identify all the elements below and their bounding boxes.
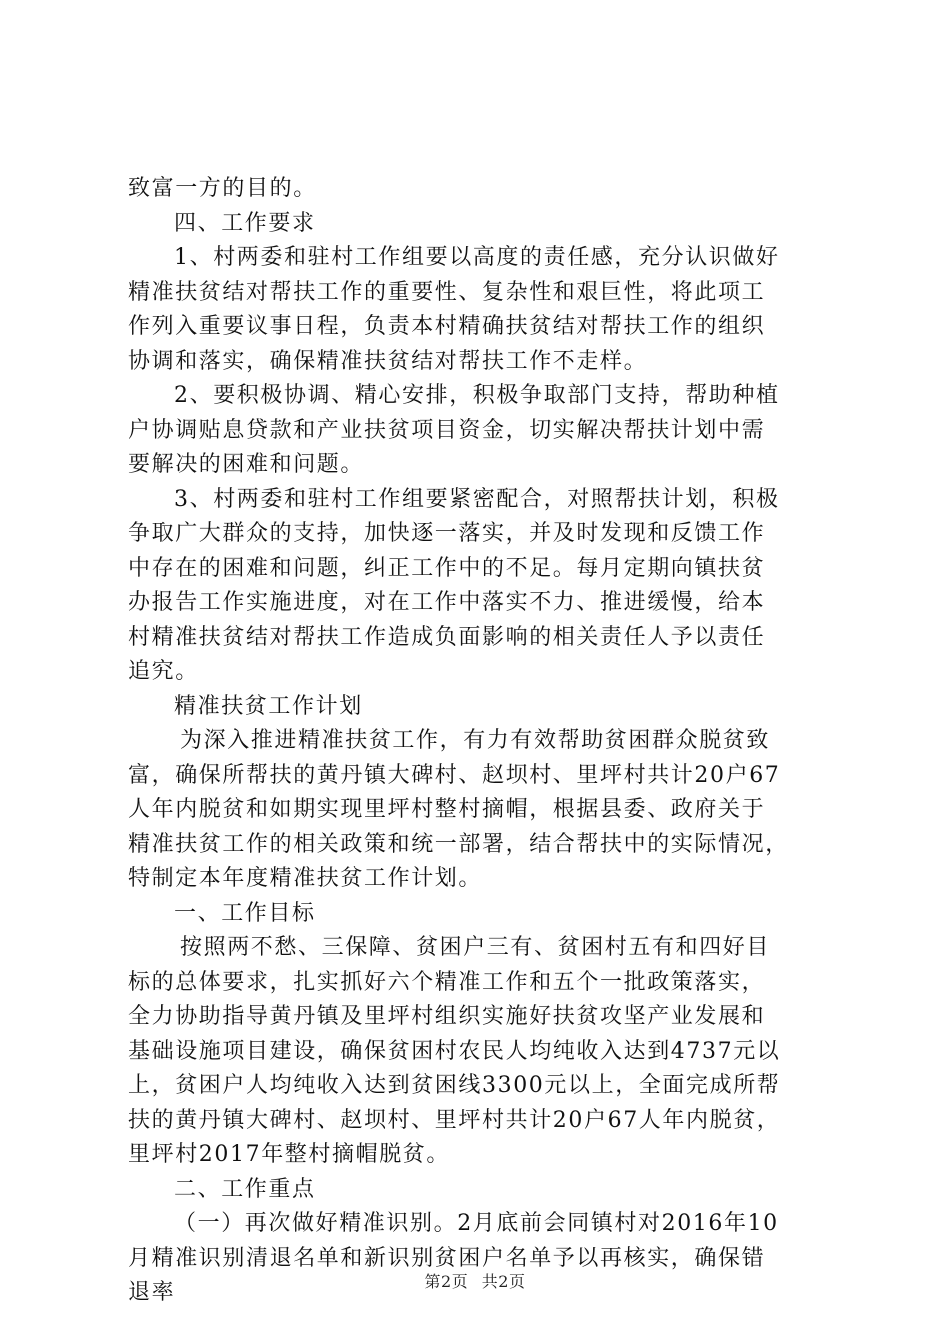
text-line: 月精准识别清退名单和新识别贫困户名单予以再核实，确保错 <box>128 1245 766 1271</box>
text-line: 特制定本年度精准扶贫工作计划。 <box>128 866 483 891</box>
text-line: 2、要积极协调、精心安排，积极争取部门支持，帮助种植 <box>174 383 780 408</box>
section-heading: 二、工作重点 <box>174 1176 316 1202</box>
text-line: 户协调贴息贷款和产业扶贫项目资金，切实解决帮扶计划中需 <box>128 417 766 443</box>
text-line: 协调和落实，确保精准扶贫结对帮扶工作不走样。 <box>128 348 648 374</box>
text-line: 3、村两委和驻村工作组要紧密配合，对照帮扶计划，积极 <box>174 486 780 512</box>
page-footer <box>0 1269 950 1292</box>
document-body <box>128 172 828 1311</box>
text-line: 里坪村2017年整村摘帽脱贫。 <box>128 1142 450 1167</box>
text-line: 办报告工作实施进度，对在工作中落实不力、推进缓慢，给本 <box>128 590 766 615</box>
text-line: 扶的黄丹镇大碑村、赵坝村、里坪村共计20户67人年内脱贫， <box>128 1107 781 1133</box>
text-line: 精准扶贫工作的相关政策和统一部署，结合帮扶中的实际情况， <box>128 831 789 857</box>
section-heading: 四、工作要求 <box>174 210 316 236</box>
text-line: 中存在的困难和问题，纠正工作中的不足。每月定期向镇扶贫 <box>128 555 766 581</box>
text-line: 人年内脱贫和如期实现里坪村整村摘帽，根据县委、政府关于 <box>128 797 766 822</box>
document-title: 精准扶贫工作计划 <box>174 693 363 719</box>
text-line: 致富一方的目的。 <box>128 176 317 201</box>
text-line: 追究。 <box>128 659 199 684</box>
text-line: 为深入推进精准扶贫工作，有力有效帮助贫困群众脱贫致 <box>180 728 771 753</box>
text-line: 争取广大群众的支持，加快逐一落实，并及时发现和反馈工作 <box>128 521 766 546</box>
text-line: 富，确保所帮扶的黄丹镇大碑村、赵坝村、里坪村共计20户67 <box>128 762 781 788</box>
text-line: 作列入重要议事日程，负责本村精确扶贫结对帮扶工作的组织 <box>128 314 766 339</box>
text-line: 上，贫困户人均纯收入达到贫困线3300元以上，全面完成所帮 <box>128 1073 781 1098</box>
text-line: 按照两不愁、三保障、贫困户三有、贫困村五有和四好目 <box>180 935 771 960</box>
text-line: 退率 <box>128 1280 176 1305</box>
section-heading: 一、工作目标 <box>174 900 316 926</box>
text-line: 村精准扶贫结对帮扶工作造成负面影响的相关责任人予以责任 <box>128 624 766 650</box>
page-number: 第2页 <box>424 1272 469 1291</box>
text-line: 全力协助指导黄丹镇及里坪村组织实施好扶贫攻坚产业发展和 <box>128 1004 766 1029</box>
text-line: （一）再次做好精准识别。2月底前会同镇村对2016年10 <box>174 1211 779 1236</box>
text-line: 精准扶贫结对帮扶工作的重要性、复杂性和艰巨性，将此项工 <box>128 279 766 305</box>
text-line: 1、村两委和驻村工作组要以高度的责任感，充分认识做好 <box>174 245 780 270</box>
text-line: 标的总体要求，扎实抓好六个精准工作和五个一批政策落实， <box>128 969 766 995</box>
page-total: 共2页 <box>481 1272 526 1291</box>
text-line: 要解决的困难和问题。 <box>128 452 365 477</box>
text-line: 基础设施项目建设，确保贫困村农民人均纯收入达到4737元以 <box>128 1038 781 1064</box>
